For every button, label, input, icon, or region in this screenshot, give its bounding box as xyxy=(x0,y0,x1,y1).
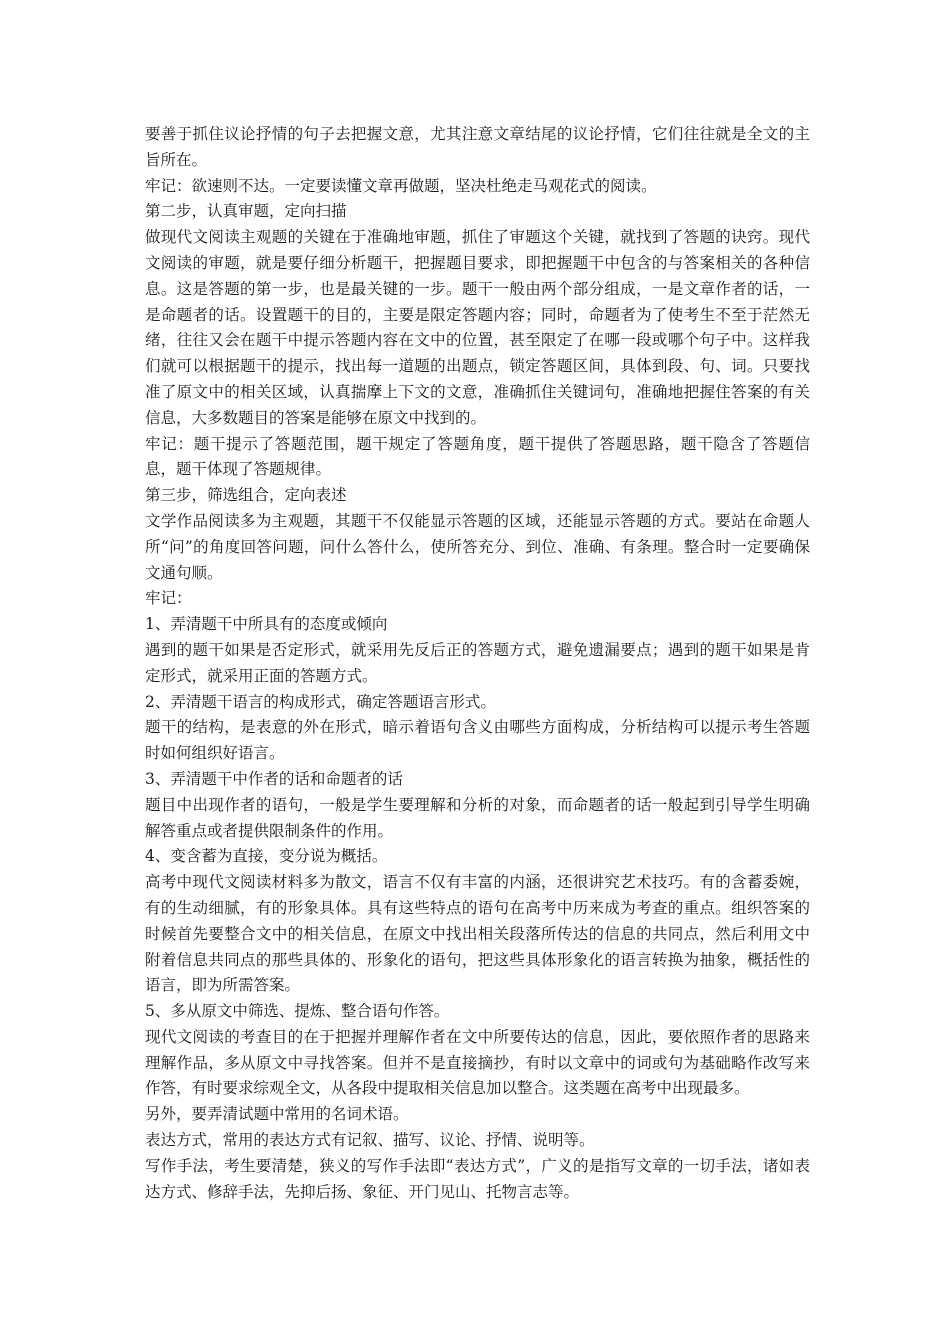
paragraph: 做现代文阅读主观题的关键在于准确地审题，抓住了审题这个关键，就找到了答题的诀窍。现代文阅读的审题，就是要仔细分析题干，把握题目要求，即把握题干中包含的与答案相关的各种信息。这是答题的第一步，也是最关键的一步。题干一般由两个部分组成，一是文章作者的话，一是命题者的话。设置题干的目的，主要是限定答题内容；同时，命题者为了使考生不至于茫然无绪，往往又会在题干中提示答题内容在文中的位置，甚至限定了在哪一段或哪个句子中。这样我们就可以根据题干的提示，找出每一道题的出题点，锁定答题区间，具体到段、句、词。只要找准了原文中的相关区域，认真揣摩上下文的文意，准确抓住关键词句，准确地把握住答案的有关信息，大多数题目的答案是能够在原文中找到的。 xyxy=(145,228,810,427)
paragraph: 牢记： xyxy=(145,589,192,608)
list-heading: 3、弄清题干中作者的话和命题者的话 xyxy=(145,769,403,788)
list-heading: 1、弄清题干中所具有的态度或倾向 xyxy=(145,615,388,634)
paragraph: 要善于抓住议论抒情的句子去把握文意，尤其注意文章结尾的议论抒情，它们往往就是全文的主旨所在。 xyxy=(145,125,810,169)
list-heading: 2、弄清题干语言的构成形式，确定答题语言形式。 xyxy=(145,692,496,711)
paragraph: 文学作品阅读多为主观题，其题干不仅能显示答题的区域，还能显示答题的方式。要站在命题人所“问”的角度回答问题，问什么答什么，使所答充分、到位、准确、有条理。整合时一定要确保文通句顺。 xyxy=(145,511,810,582)
step-heading: 第三步，筛选组合，定向表述 xyxy=(145,486,347,505)
paragraph: 现代文阅读的考查目的在于把握并理解作者在文中所要传达的信息，因此，要依照作者的思路来理解作品，多从原文中寻找答案。但并不是直接摘抄，有时以文章中的词或句为基础略作改写来作答，有时要求综观全文，从各段中提取相关信息加以整合。这类题在高考中出现最多。 xyxy=(145,1027,810,1098)
paragraph: 遇到的题干如果是否定形式，就采用先反后正的答题方式，避免遗漏要点；遇到的题干如果是肯定形式，就采用正面的答题方式。 xyxy=(145,640,810,685)
step-heading: 第二步，认真审题，定向扫描 xyxy=(145,202,347,221)
paragraph: 牢记：题干提示了答题范围，题干规定了答题角度，题干提供了答题思路，题干隐含了答题信息，题干体现了答题规律。 xyxy=(145,434,810,479)
paragraph: 题干的结构，是表意的外在形式，暗示着语句含义由哪些方面构成，分析结构可以提示考生答题时如何组织好语言。 xyxy=(145,718,810,763)
paragraph: 写作手法，考生要清楚，狭义的写作手法即“表达方式”，广义的是指写文章的一切手法，诸如表达方式、修辞手法，先抑后扬、象征、开门见山、托物言志等。 xyxy=(145,1156,810,1201)
list-heading: 4、变含蓄为直接，变分说为概括。 xyxy=(145,847,388,866)
document-body xyxy=(145,122,810,1205)
paragraph: 高考中现代文阅读材料多为散文，语言不仅有丰富的内涵，还很讲究艺术技巧。有的含蓄委婉，有的生动细腻，有的形象具体。具有这些特点的语句在高考中历来成为考查的重点。组织答案的时候首先要整合文中的相关信息，在原文中找出相关段落所传达的信息的共同点，然后利用文中附着信息共同点的那些具体的、形象化的语句，把这些具体形象化的语言转换为抽象，概括性的语言，即为所需答案。 xyxy=(145,873,810,995)
list-heading: 5、多从原文中筛选、提炼、整合语句作答。 xyxy=(145,1002,450,1021)
paragraph: 牢记：欲速则不达。一定要读懂文章再做题，坚决杜绝走马观花式的阅读。 xyxy=(145,176,657,195)
paragraph: 表达方式，常用的表达方式有记叙、描写、议论、抒情、说明等。 xyxy=(145,1131,595,1150)
paragraph: 另外，要弄清试题中常用的名词术语。 xyxy=(145,1105,409,1124)
paragraph: 题目中出现作者的语句，一般是学生要理解和分析的对象，而命题者的话一般起到引导学生明确解答重点或者提供限制条件的作用。 xyxy=(145,795,810,840)
